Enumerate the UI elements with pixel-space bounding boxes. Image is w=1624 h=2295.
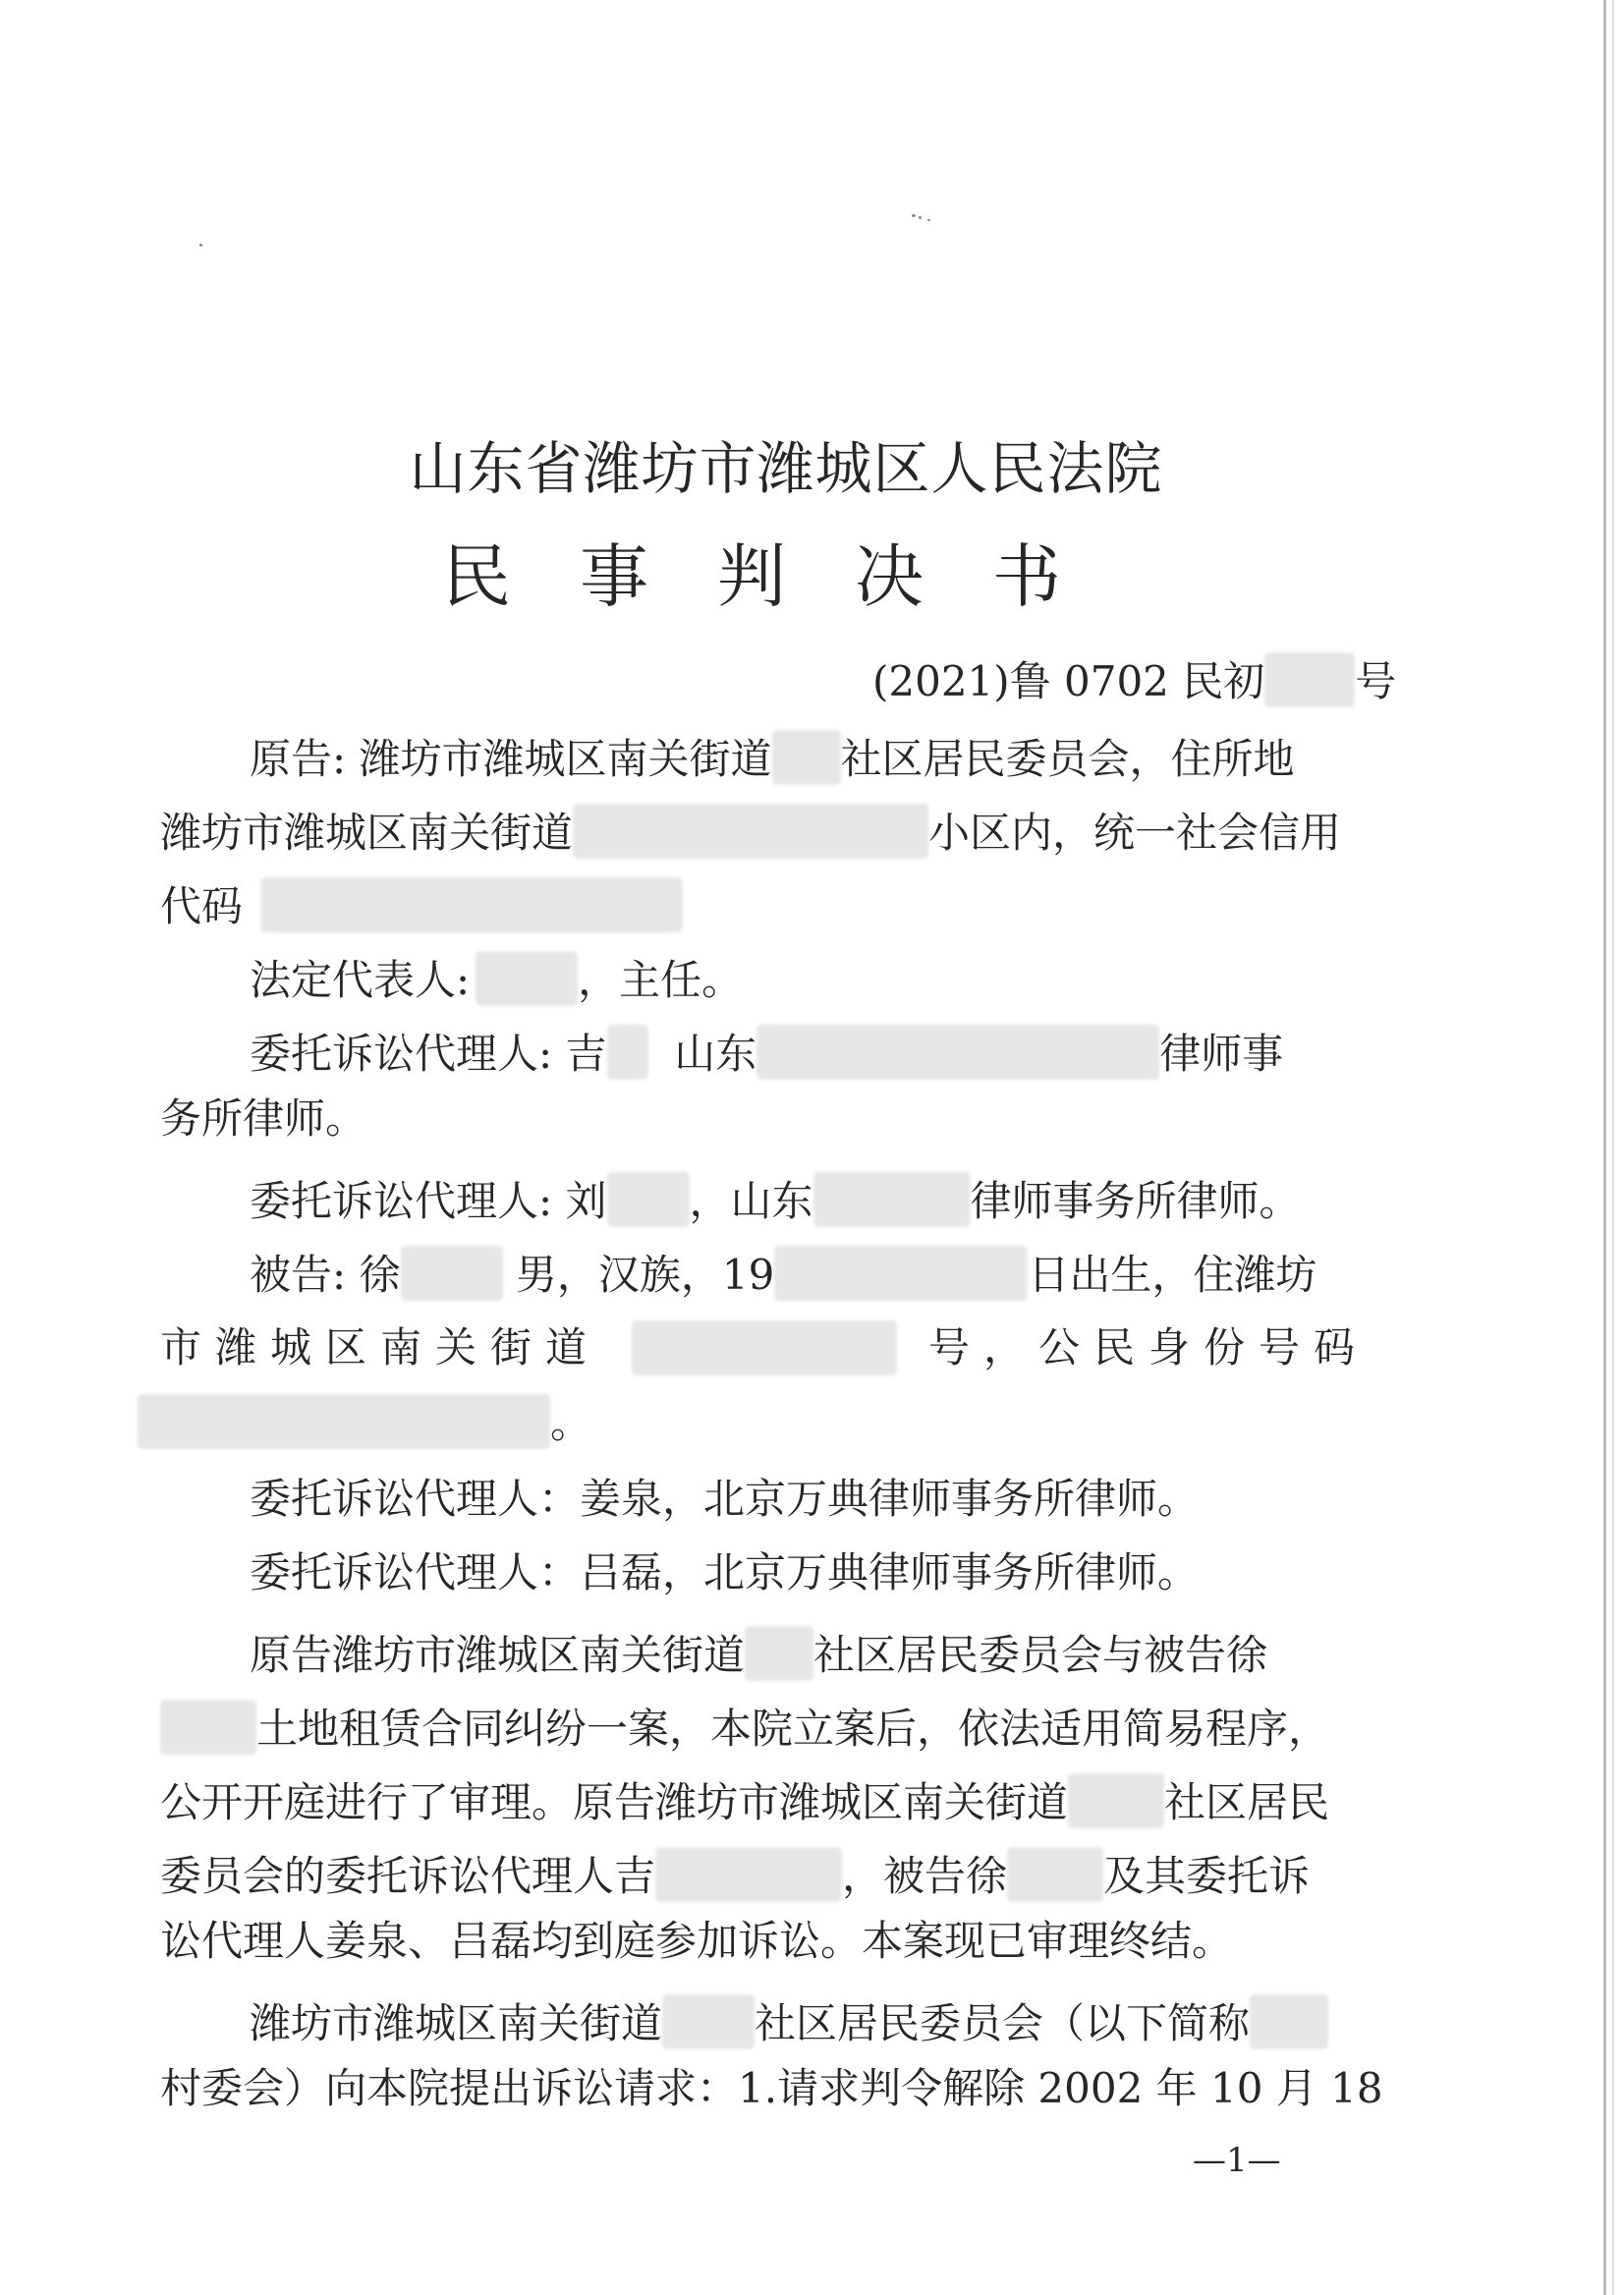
defendant-line: 被告: 徐 男，汉族，19 日出生，住潍坊	[250, 1246, 1316, 1301]
agent-2-line: 委托诉讼代理人: 刘 ，山东 律师事务所律师。	[250, 1172, 1301, 1227]
agent-1-line: 委托诉讼代理人: 吉 山东 律师事	[250, 1025, 1283, 1080]
plaintiff-line: 原告: 潍坊市潍城区南关街道 社区居民委员会，住所地	[250, 730, 1295, 785]
defendant-address-line: 市潍城区南关街道 号，公民身份号码	[160, 1320, 1369, 1375]
plaintiff-address-line: 潍坊市潍城区南关街道 小区内，统一社会信用	[160, 804, 1341, 859]
scan-speck	[912, 214, 916, 217]
redaction-agent1-name	[655, 1847, 842, 1902]
body-paragraph-1-line-5: 讼代理人姜泉、吕磊均到庭参加诉讼。本案现已审理终结。	[160, 1917, 1234, 1965]
court-name: 山东省潍坊市潍城区人民法院	[409, 435, 1163, 502]
redaction-community-name	[745, 1626, 813, 1681]
agent-4-line: 委托诉讼代理人：吕磊，北京万典律师事务所律师。	[250, 1548, 1200, 1596]
agent-3-line: 委托诉讼代理人：姜泉，北京万典律师事务所律师。	[250, 1475, 1200, 1523]
redaction-address	[573, 804, 928, 859]
redaction-defendant-name	[401, 1246, 503, 1301]
redaction-community-name	[1068, 1773, 1164, 1828]
legal-representative-line: 法定代表人: ，主任。	[250, 951, 743, 1006]
scan-speck	[919, 216, 922, 219]
body-paragraph-2-line-2: 村委会）向本院提出诉讼请求：1.请求判令解除 2002 年 10 月 18	[160, 2064, 1383, 2112]
redaction-rep-name	[476, 951, 578, 1006]
defendant-id-line: 。	[138, 1394, 591, 1449]
scan-edge-shadow	[1612, 0, 1614, 2295]
body-paragraph-1-line-1: 原告潍坊市潍城区南关街道 社区居民委员会与被告徐	[250, 1626, 1267, 1681]
agent-1-continuation: 务所律师。	[160, 1094, 367, 1143]
case-number: (2021)鲁 0702 民初 号	[872, 652, 1396, 707]
redaction-case-number	[1264, 652, 1355, 707]
document-title: 民事判决书	[442, 536, 1130, 617]
redaction-credit-code	[260, 877, 683, 932]
redaction-agent2-firm	[813, 1172, 971, 1227]
redaction-community-name	[662, 1994, 755, 2049]
redaction-defendant-address	[632, 1320, 897, 1375]
redaction-short-name	[1250, 1994, 1328, 2049]
body-paragraph-1-line-3: 公开开庭进行了审理。原告潍坊市潍城区南关街道 社区居民	[160, 1773, 1329, 1828]
redaction-agent1-firm	[756, 1025, 1159, 1080]
scan-edge	[1603, 0, 1606, 2295]
body-paragraph-1-line-2: 土地租赁合同纠纷一案，本院立案后，依法适用简易程序，	[160, 1700, 1329, 1755]
redaction-community-name	[772, 730, 841, 785]
scan-speck	[927, 219, 930, 221]
redaction-defendant-name	[160, 1700, 256, 1755]
scan-speck	[199, 244, 202, 247]
plaintiff-code-line: 代码	[160, 877, 683, 932]
redaction-agent1-name	[607, 1025, 648, 1080]
page-number: —1—	[1193, 2141, 1281, 2180]
body-paragraph-2-line-1: 潍坊市潍城区南关街道 社区居民委员会（以下简称	[250, 1994, 1328, 2049]
redaction-agent2-name	[607, 1172, 690, 1227]
redaction-birth-date	[774, 1246, 1028, 1301]
body-paragraph-1-line-4: 委员会的委托诉讼代理人吉 ，被告徐 及其委托诉	[160, 1847, 1310, 1902]
redaction-id-number	[138, 1394, 550, 1449]
redaction-defendant-name	[1007, 1847, 1103, 1902]
